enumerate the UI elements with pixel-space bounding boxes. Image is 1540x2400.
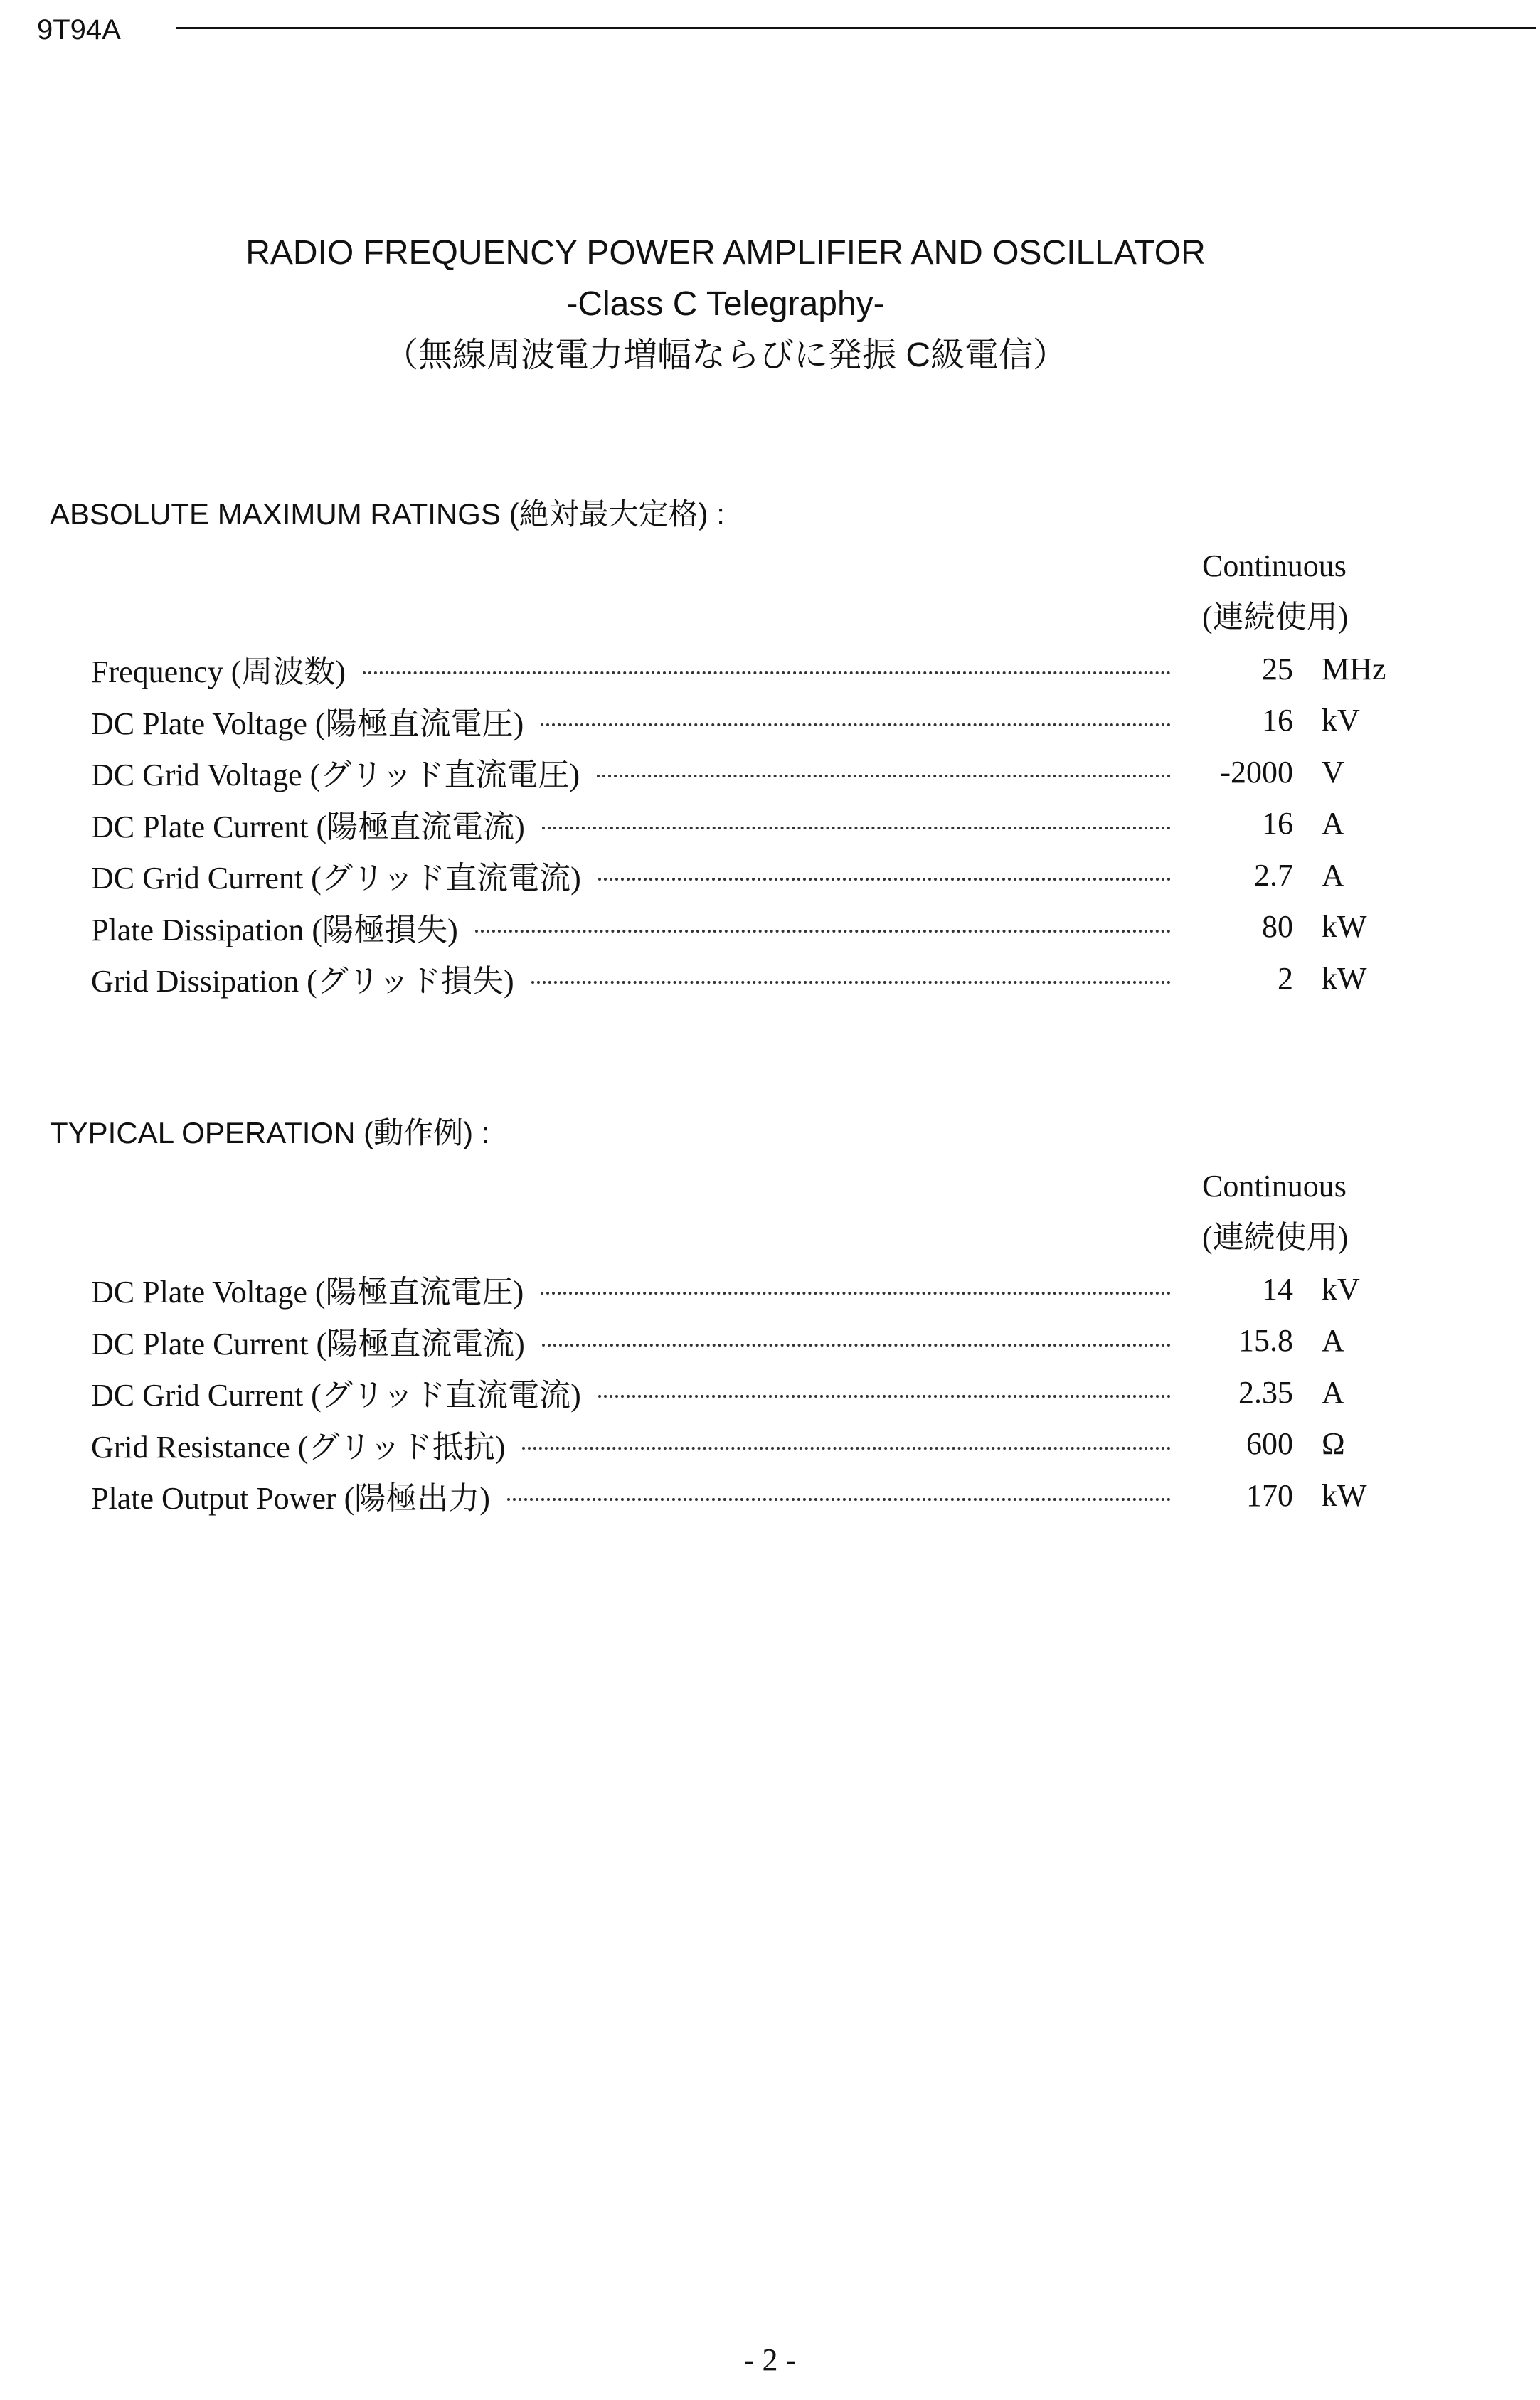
leader-dots — [598, 878, 1171, 881]
row-label: DC Plate Voltage (陽極直流電圧) — [91, 1275, 524, 1310]
table-row — [91, 695, 1400, 747]
leader-dots — [363, 671, 1171, 674]
row-unit: A — [1322, 1374, 1344, 1410]
typical-operation-column-header-en: Continuous — [1202, 1169, 1347, 1204]
row-value: 2.7 — [1254, 857, 1293, 893]
leader-dots — [541, 1292, 1171, 1295]
row-unit: A — [1322, 1323, 1344, 1359]
row-value: 2 — [1278, 960, 1293, 996]
absolute-max-column-header-en: Continuous — [1202, 548, 1347, 583]
typical-operation-heading: TYPICAL OPERATION (動作例) : — [50, 1116, 490, 1149]
row-value: 16 — [1262, 703, 1293, 738]
header-rule — [176, 27, 1536, 29]
leader-dots — [541, 723, 1171, 726]
row-value: 15.8 — [1238, 1323, 1293, 1359]
row-value: 600 — [1246, 1426, 1293, 1462]
row-unit: kW — [1322, 909, 1367, 945]
table-row — [91, 643, 1400, 695]
row-label: DC Grid Current (グリッド直流電流) — [91, 1378, 581, 1413]
row-unit: V — [1322, 754, 1344, 790]
leader-dots — [597, 775, 1171, 777]
row-value: 80 — [1262, 909, 1293, 945]
table-row — [91, 901, 1400, 953]
row-value: 14 — [1262, 1271, 1293, 1307]
leader-dots — [598, 1395, 1171, 1398]
row-unit: A — [1322, 806, 1344, 841]
row-label: DC Grid Current (グリッド直流電流) — [91, 861, 581, 896]
table-row — [91, 1263, 1400, 1315]
page-number: - 2 - — [743, 2342, 797, 2377]
model-number: 9T94A — [37, 14, 121, 46]
table-row — [91, 1315, 1400, 1367]
absolute-max-heading: ABSOLUTE MAXIMUM RATINGS (絶対最大定格) : — [50, 497, 725, 531]
table-row — [91, 849, 1400, 901]
row-value: 170 — [1246, 1477, 1293, 1513]
leader-dots — [531, 981, 1171, 984]
row-value: 25 — [1262, 651, 1293, 686]
row-label: Frequency (周波数) — [91, 654, 346, 690]
leader-dots — [507, 1498, 1171, 1501]
leader-dots — [522, 1447, 1171, 1450]
row-unit: A — [1322, 857, 1344, 893]
row-unit: kW — [1322, 1477, 1367, 1513]
table-row — [91, 1470, 1400, 1522]
row-label: DC Grid Voltage (グリッド直流電圧) — [91, 758, 580, 793]
row-value: 2.35 — [1238, 1374, 1293, 1410]
absolute-max-table — [91, 643, 1400, 1004]
row-unit: Ω — [1322, 1426, 1345, 1462]
row-unit: kV — [1322, 1271, 1360, 1307]
table-row — [91, 746, 1400, 798]
title-line-2: -Class C Telegraphy- — [566, 285, 885, 323]
row-unit: kV — [1322, 703, 1360, 738]
row-label: Plate Dissipation (陽極損失) — [91, 912, 458, 947]
row-value: 16 — [1262, 806, 1293, 841]
row-label: Grid Dissipation (グリッド損失) — [91, 964, 514, 999]
table-row — [91, 952, 1400, 1004]
row-label: Plate Output Power (陽極出力) — [91, 1481, 490, 1517]
absolute-max-column-header-ja: (連続使用) — [1202, 600, 1349, 634]
typical-operation-column-header-ja: (連続使用) — [1202, 1220, 1349, 1255]
table-row — [91, 1366, 1400, 1418]
row-label: DC Plate Voltage (陽極直流電圧) — [91, 706, 524, 741]
table-row — [91, 798, 1400, 850]
leader-dots — [542, 1344, 1171, 1347]
leader-dots — [475, 930, 1171, 933]
row-label: DC Plate Current (陽極直流電流) — [91, 1326, 525, 1361]
typical-operation-table — [91, 1263, 1400, 1522]
document-title — [0, 228, 1451, 381]
row-label: Grid Resistance (グリッド抵抗) — [91, 1429, 506, 1465]
table-row — [91, 1418, 1400, 1470]
row-label: DC Plate Current (陽極直流電流) — [91, 809, 525, 844]
row-unit: MHz — [1322, 651, 1386, 686]
row-value: -2000 — [1220, 754, 1293, 790]
title-line-1: RADIO FREQUENCY POWER AMPLIFIER AND OSCILLATOR — [245, 234, 1206, 272]
title-line-3: （無線周波電力増幅ならびに発振 C級電信） — [383, 336, 1067, 374]
row-unit: kW — [1322, 960, 1367, 996]
leader-dots — [542, 827, 1171, 829]
